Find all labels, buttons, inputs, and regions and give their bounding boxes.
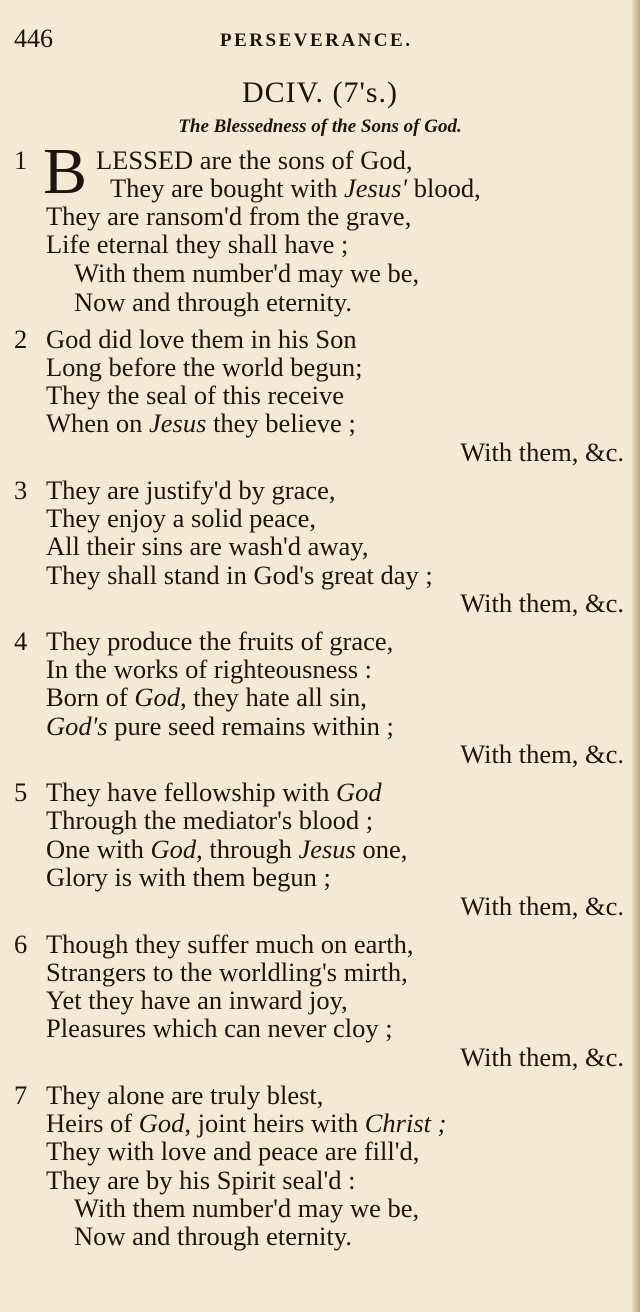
stanza-number: 4 [14, 626, 28, 656]
page-header [14, 24, 616, 56]
hymn-number: DCIV. (7's.) [241, 76, 399, 109]
verse-line: Now and through eternity. [74, 287, 352, 317]
verse-line: They are bought with Jesus' blood, [110, 173, 481, 203]
verse-line: Born of God, they hate all sin, [46, 682, 367, 712]
verse-line: Strangers to the worldling's mirth, [46, 957, 408, 987]
verse-line: They enjoy a solid peace, [46, 503, 317, 533]
verse-line: All their sins are wash'd away, [46, 531, 369, 561]
verse-line: Pleasures which can never cloy ; [46, 1013, 393, 1043]
verse-line: They have fellowship with God [46, 777, 382, 807]
verse-line: Now and through eternity. [74, 1221, 352, 1251]
stanza-number: 5 [14, 777, 28, 807]
refrain-line: With them, &c. [460, 437, 624, 467]
verse-line: When on Jesus they believe ; [46, 408, 356, 438]
verse-line: Glory is with them begun ; [46, 862, 331, 892]
stanza-number: 3 [14, 475, 28, 505]
refrain-line: With them, &c. [460, 1042, 624, 1072]
refrain-line: With them, &c. [460, 588, 624, 618]
verse-line: They with love and peace are fill'd, [46, 1136, 420, 1166]
refrain-line: With them, &c. [460, 891, 624, 921]
page-edge [632, 0, 640, 1312]
verse-line: They the seal of this receive [46, 380, 344, 410]
stanza-number: 7 [14, 1080, 28, 1110]
verse-line: LESSED are the sons of God, [96, 145, 413, 175]
verse-line: They shall stand in God's great day ; [46, 560, 433, 590]
verse-line: Heirs of God, joint heirs with Christ ; [46, 1108, 447, 1138]
stanza-number: 6 [14, 929, 28, 959]
verse-line: They produce the fruits of grace, [46, 626, 394, 656]
page-number: 446 [14, 24, 53, 53]
running-head: PERSEVERANCE. [220, 30, 413, 51]
stanza-number: 1 [14, 145, 28, 175]
verse-line: Long before the world begun; [46, 352, 363, 382]
refrain-line: With them, &c. [460, 739, 624, 769]
verse-line: In the works of righteousness : [46, 654, 373, 684]
verse-line: With them number'd may we be, [74, 258, 420, 288]
verse-line: One with God, through Jesus one, [46, 834, 408, 864]
verse-line: They are ransom'd from the grave, [46, 201, 412, 231]
verse-line: Through the mediator's blood ; [46, 805, 374, 835]
verse-line: They alone are truly blest, [46, 1080, 324, 1110]
verse-line: With them number'd may we be, [74, 1193, 420, 1223]
verse-line: God did love them in his Son [46, 324, 357, 354]
stanza-number: 2 [14, 324, 28, 354]
verse-line: Life eternal they shall have ; [46, 229, 349, 259]
drop-cap: B [43, 135, 88, 208]
verse-line: Yet they have an inward joy, [46, 985, 348, 1015]
hymn-subtitle: The Blessedness of the Sons of God. [178, 116, 462, 137]
verse-line: They are by his Spirit seal'd : [46, 1165, 356, 1195]
verse-line: They are justify'd by grace, [46, 475, 336, 505]
verse-line: God's pure seed remains within ; [46, 711, 394, 741]
verse-line: Though they suffer much on earth, [46, 929, 414, 959]
